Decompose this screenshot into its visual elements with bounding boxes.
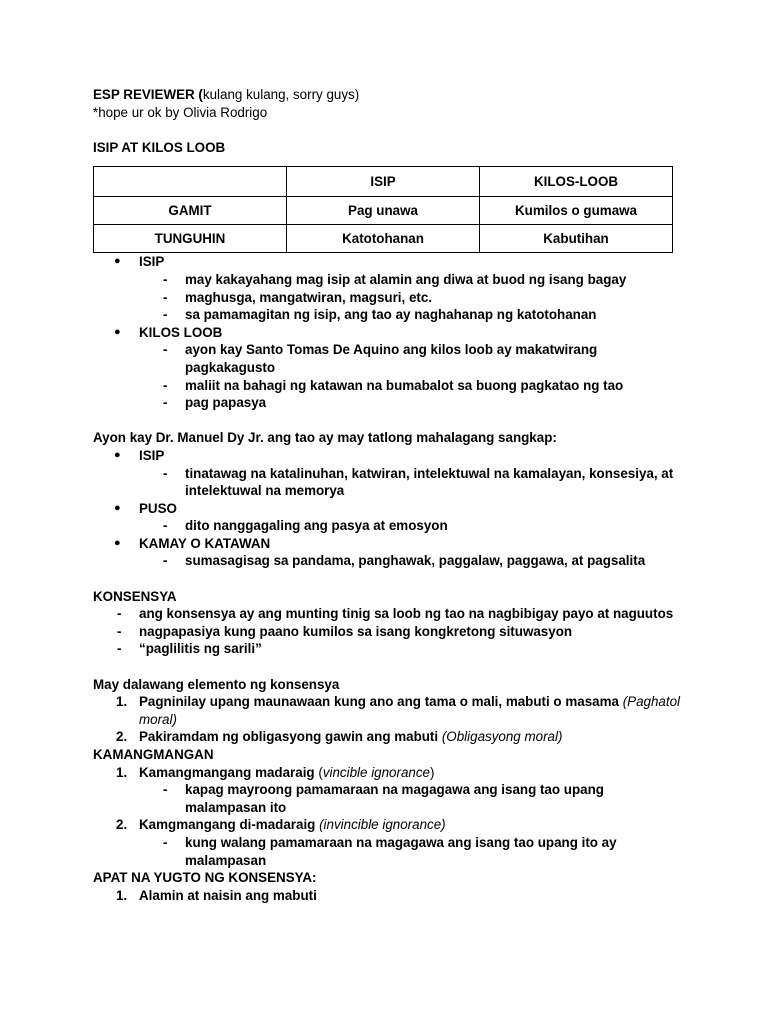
sub-list: [139, 834, 683, 869]
table-cell: Kumilos o gumawa: [480, 197, 673, 225]
dash-marker: -: [117, 623, 122, 639]
yugto-list: [93, 887, 683, 905]
elemento-list: [93, 693, 683, 746]
list-item: [93, 887, 683, 905]
bullet-marker: ●: [114, 448, 121, 461]
number-marker: 1.: [116, 694, 128, 710]
list-item-label: KILOS LOOB: [139, 324, 223, 340]
section-heading-kamangmangan: KAMANGMANGAN: [93, 747, 214, 762]
title-bold: ESP REVIEWER: [93, 87, 195, 102]
list-item-label: PUSO: [139, 500, 177, 516]
sub-list: [139, 341, 683, 411]
list-item-italic-note: invincible ignorance: [323, 817, 442, 833]
sub-list-item: [139, 394, 683, 412]
list-item: [93, 640, 683, 658]
list-item-label: ISIP: [139, 254, 165, 270]
list-item: [93, 324, 683, 412]
sub-list-item: [139, 465, 683, 500]
dash-marker: -: [163, 782, 168, 798]
number-marker: 2.: [116, 729, 128, 745]
document-subtitle: *hope ur ok by Olivia Rodrigo: [93, 104, 268, 120]
sub-list-item-text: dito nanggagaling ang pasya at emosyon: [185, 518, 448, 534]
list-item: [93, 693, 683, 728]
list-item: [93, 728, 683, 746]
dash-marker: -: [163, 271, 168, 287]
table-cell: GAMIT: [94, 197, 287, 225]
section-heading-elemento: May dalawang elemento ng konsensya: [93, 676, 340, 692]
dash-marker: -: [117, 641, 122, 657]
sub-list-item-text: kapag mayroong pamamaraan na magagawa ang isang tao upang malampasan ito: [185, 782, 604, 815]
sub-list-item-text: may kakayahang mag isip at alamin ang diwa at buod ng isang bagay: [185, 271, 627, 287]
title-rest: kulang kulang, sorry guys): [202, 87, 360, 102]
sub-list: [139, 781, 683, 816]
dash-marker: -: [163, 518, 168, 534]
bullet-marker: ●: [114, 501, 121, 514]
list-item-text: Pakiramdam ng obligasyong gawin ang mabuti: [139, 729, 439, 745]
dash-marker: -: [163, 377, 168, 393]
isip-kilos-loob-list: [93, 253, 683, 411]
table-header-cell: ISIP: [287, 167, 480, 197]
sub-list-item: [139, 517, 683, 535]
table-cell: Katotohanan: [287, 225, 480, 253]
list-item-label: ISIP: [139, 447, 165, 463]
section-heading-isip-kilos-loob: ISIP AT KILOS LOOB: [93, 139, 226, 155]
konsensya-list: [93, 605, 683, 658]
section-heading-konsensya: KONSENSYA: [93, 588, 177, 604]
table-cell: TUNGUHIN: [94, 225, 287, 253]
list-item-italic-note: (Obligasyong moral): [441, 729, 563, 745]
sub-list: [139, 465, 683, 500]
sub-list-item: [139, 552, 683, 570]
dash-marker: -: [163, 342, 168, 358]
section-intro-manuel-dy: Ayon kay Dr. Manuel Dy Jr. ang tao ay may tatlong mahalagang sangkap:: [93, 430, 557, 446]
table-cell: Pag unawa: [287, 197, 480, 225]
list-item: [93, 253, 683, 323]
sub-list-item: [139, 341, 683, 376]
list-item-label: KAMAY O KATAWAN: [139, 535, 271, 551]
table-header-cell: KILOS-LOOB: [480, 167, 673, 197]
number-marker: 1.: [116, 887, 128, 903]
sub-list-item: [139, 377, 683, 395]
spacer: [93, 658, 683, 676]
list-item-text: nagpapasiya kung paano kumilos sa isang kongkretong situwasyon: [139, 623, 573, 639]
dash-marker: -: [163, 553, 168, 569]
list-item: [93, 447, 683, 500]
document-title: [93, 86, 683, 104]
list-item-text: Alamin at naisin ang mabuti: [139, 887, 317, 903]
table-header-cell: [94, 167, 287, 197]
spacer: [93, 412, 683, 430]
bullet-marker: ●: [114, 255, 121, 268]
list-item: 1. Kamangmangang madaraig (vincible ignorance) - kapag mayroong pamamaraan na magagawa ang isang tao upang malampasan ito: [93, 764, 683, 817]
list-item-italic-note: (Paghatol moral): [139, 694, 681, 727]
sub-list-item-text: pag papasya: [185, 395, 267, 411]
list-item-italic-note: vincible ignorance: [322, 764, 431, 780]
bullet-marker: ●: [114, 536, 121, 549]
document-page: [93, 86, 683, 904]
sub-list-item-text: sa pamamagitan ng isip, ang tao ay naghahanap ng katotohanan: [185, 307, 597, 323]
list-item-text: Pagninilay upang maunawaan kung ano ang tama o mali, mabuti o masama: [139, 694, 619, 710]
list-item-text: Kamgmangang di-madaraig: [139, 817, 316, 833]
dash-marker: -: [163, 395, 168, 411]
dash-marker: -: [163, 465, 168, 481]
comparison-table: [93, 166, 673, 253]
spacer: [93, 570, 683, 588]
list-item: [93, 605, 683, 623]
sub-list-item: [139, 289, 683, 307]
sub-list-item-text: tinatawag na katalinuhan, katwiran, intelektuwal na kamalayan, konsesiya, at intelektuwal na memorya: [185, 465, 674, 499]
section-heading-apat-na-yugto: APAT NA YUGTO NG KONSENSYA:: [93, 870, 317, 886]
kamangmangan-list: [93, 764, 683, 870]
spacer: [93, 121, 683, 139]
dash-marker: -: [117, 606, 122, 622]
table-header-row: [94, 167, 673, 197]
sub-list-item-text: sumasagisag sa pandama, panghawak, paggalaw, paggawa, at pagsalita: [185, 553, 646, 569]
sub-list: [139, 552, 683, 570]
sub-list-item: [139, 271, 683, 289]
list-item: [93, 500, 683, 535]
sub-list-item: [139, 781, 683, 816]
sub-list: [139, 271, 683, 324]
list-item-text: “paglilitis ng sarili”: [139, 641, 262, 657]
sangkap-list: [93, 447, 683, 570]
dash-marker: -: [163, 289, 168, 305]
table-row: [94, 225, 673, 253]
list-item: 2. Kamgmangang di-madaraig (invincible ignorance) - kung walang pamamaraan na magagawa ang isang tao upang ito ay malampasan: [93, 816, 683, 869]
bullet-marker: ●: [114, 325, 121, 338]
table-row: [94, 197, 673, 225]
list-item-text: ang konsensya ay ang munting tinig sa loob ng tao na nagbibigay payo at naguutos: [139, 606, 674, 622]
table-cell: Kabutihan: [480, 225, 673, 253]
dash-marker: -: [163, 307, 168, 323]
list-item-text: Kamangmangang madaraig: [139, 764, 315, 780]
list-item: [93, 535, 683, 570]
sub-list: [139, 517, 683, 535]
sub-list-item: [139, 306, 683, 324]
sub-list-item-text: maghusga, mangatwiran, magsuri, etc.: [185, 289, 433, 305]
sub-list-item-text: ayon kay Santo Tomas De Aquino ang kilos loob ay makatwirang pagkakagusto: [185, 342, 598, 375]
title-paren-open: (: [194, 87, 203, 102]
list-item: [93, 623, 683, 641]
dash-marker: -: [163, 834, 168, 850]
sub-list-item: [139, 834, 683, 869]
sub-list-item-text: maliit na bahagi ng katawan na bumabalot sa buong pagkatao ng tao: [185, 377, 624, 393]
number-marker: 1.: [116, 764, 128, 780]
sub-list-item-text: kung walang pamamaraan na magagawa ang isang tao upang ito ay malampasan: [185, 834, 617, 868]
number-marker: 2.: [116, 817, 128, 833]
